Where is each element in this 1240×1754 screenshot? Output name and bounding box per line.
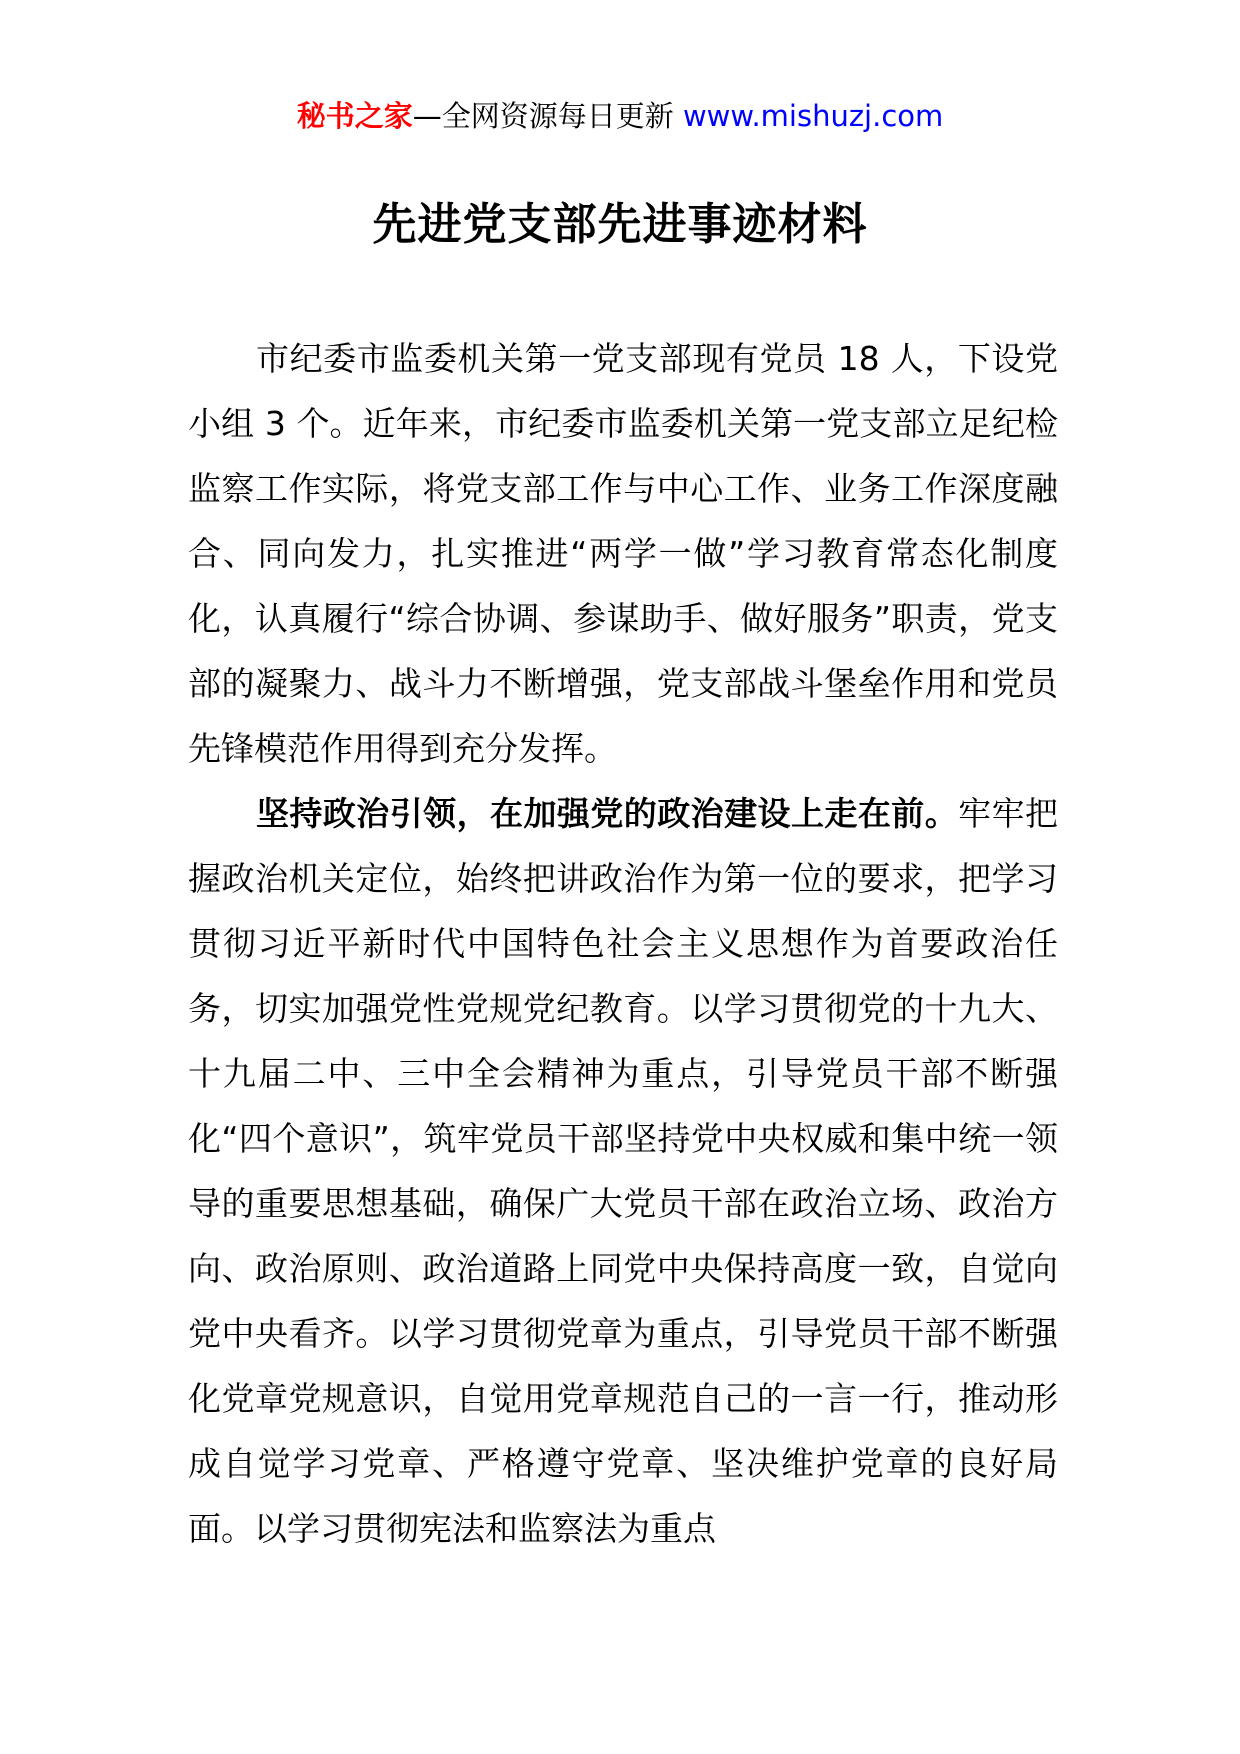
site-url-link[interactable]: www.mishuzj.com (682, 99, 944, 133)
document-title: 先进党支部先进事迹材料 (372, 199, 868, 250)
paragraph-lead-heading: 坚持政治引领，在加强党的政治建设上走在前。 (256, 794, 959, 833)
paragraph-intro-text: 市纪委市监委机关第一党支部现有党员 18 人，下设党小组 3 个。近年来，市纪委市监委机关第一党支部立足纪检监察工作实际，将党支部工作与中心工作、业务工作深度融合、同向发力，扎实推进“两学一做”学习教育常态化制度化，认真履行“综合协调、参谋助手、做好服务”职责，党支部的凝聚力、战斗力不断增强，党支部战斗堡垒作用和党员先锋模范作用得到充分发挥。 (188, 339, 1058, 768)
paragraph-political-leadership (188, 781, 1058, 1561)
document-body (188, 326, 1058, 1561)
paragraph-political-leadership-text: 牢牢把握政治机关定位，始终把讲政治作为第一位的要求，把学习贯彻习近平新时代中国特色社会主义思想作为首要政治任务，切实加强党性党规党纪教育。以学习贯彻党的十九大、十九届二中、三中全会精神为重点，引导党员干部不断强化“四个意识”，筑牢党员干部坚持党中央权威和集中统一领导的重要思想基础，确保广大党员干部在政治立场、政治方向、政治原则、政治道路上同党中央保持高度一致，自觉向党中央看齐。以学习贯彻党章为重点，引导党员干部不断强化党章党规意识，自觉用党章规范自己的一言一行，推动形成自觉学习党章、严格遵守党章、坚决维护党章的良好局面。以学习贯彻宪法和监察法为重点 (188, 794, 1059, 1548)
paragraph-intro (188, 326, 1058, 781)
site-tagline: —全网资源每日更新 (412, 99, 683, 133)
site-brand: 秘书之家 (296, 99, 413, 133)
site-header (0, 96, 1240, 136)
